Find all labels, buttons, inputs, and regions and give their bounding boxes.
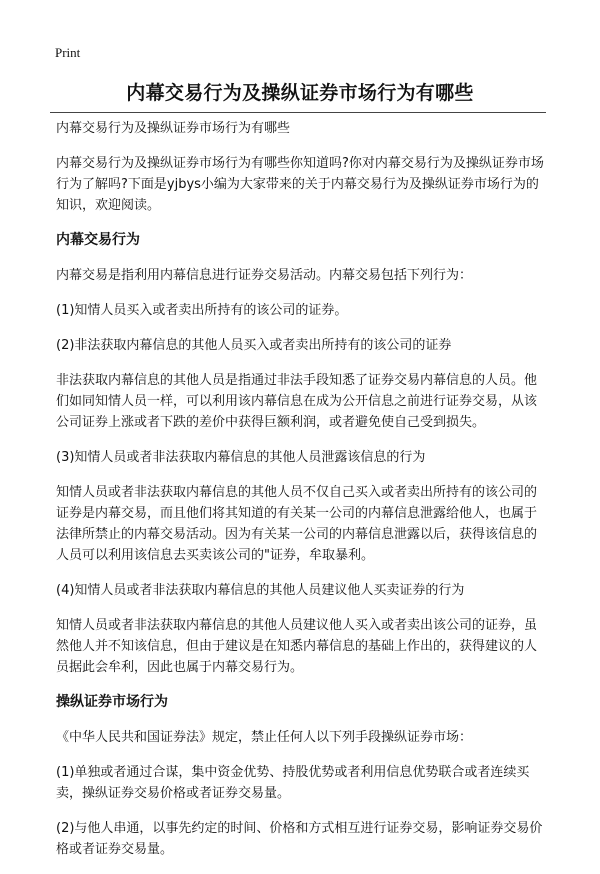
list-item: (2)与他人串通，以事先约定的时间、价格和方式相互进行证券交易，影响证券交易价格或者证券交易量。 bbox=[56, 821, 543, 857]
section-heading: 操纵证券市场行为 bbox=[56, 694, 168, 710]
paragraph: 内幕交易行为及操纵证券市场行为有哪些你知道吗?你对内幕交易行为及操纵证券市场行为了解吗?下面是yjbys小编为大家带来的关于内幕交易行为及操纵证券市场行为的知识，欢迎阅读。 bbox=[56, 156, 544, 213]
paragraph: 知情人员或者非法获取内幕信息的其他人员建议他人买入或者卖出该公司的证券，虽然他人并不知该信息，但由于建议是在知悉内幕信息的基础上作出的，获得建议的人员据此会牟利，因此也属于内幕交易行为。 bbox=[56, 618, 538, 675]
paragraph: 知情人员或者非法获取内幕信息的其他人员不仅自己买入或者卖出所持有的该公司的证券是内幕交易，而且他们将其知道的有关某一公司的内幕信息泄露给他人，也属于法律所禁止的内幕交易活动。因为有关某一公司的内幕信息泄露以后，获得该信息的人员可以利用该信息去买卖该公司的"证券，牟取暴利。 bbox=[56, 485, 538, 563]
paragraph: 《中华人民共和国证券法》规定，禁止任何人以下列手段操纵证券市场： bbox=[56, 730, 473, 745]
paragraph: 内幕交易是指利用内幕信息进行证券交易活动。内幕交易包括下列行为： bbox=[56, 268, 473, 283]
list-item: (1)单独或者通过合谋，集中资金优势、持股优势或者利用信息优势联合或者连续买卖，操纵证券交易价格或者证券交易量。 bbox=[56, 765, 530, 801]
print-link[interactable]: Print bbox=[55, 45, 81, 60]
article-body bbox=[56, 118, 544, 874]
page-title: 内幕交易行为及操纵证券市场行为有哪些 bbox=[126, 82, 474, 104]
list-item: (3)知情人员或者非法获取内幕信息的其他人员泄露该信息的行为 bbox=[56, 450, 426, 465]
list-item: (2)非法获取内幕信息的其他人员买入或者卖出所持有的该公司的证券 bbox=[56, 338, 452, 353]
list-item: (1)知情人员买入或者卖出所持有的该公司的证券。 bbox=[56, 303, 348, 318]
section-heading: 内幕交易行为 bbox=[56, 232, 140, 248]
paragraph: 内幕交易行为及操纵证券市场行为有哪些 bbox=[56, 121, 291, 136]
list-item: (4)知情人员或者非法获取内幕信息的其他人员建议他人买卖证券的行为 bbox=[56, 583, 465, 598]
paragraph: 非法获取内幕信息的其他人员是指通过非法手段知悉了证券交易内幕信息的人员。他们如同知情人员一样，可以利用该内幕信息在成为公开信息之前进行证券交易，从该公司证券上涨或者下跌的差价中获得巨额利润，或者避免使自己受到损失。 bbox=[56, 373, 538, 430]
title-divider bbox=[50, 112, 546, 113]
